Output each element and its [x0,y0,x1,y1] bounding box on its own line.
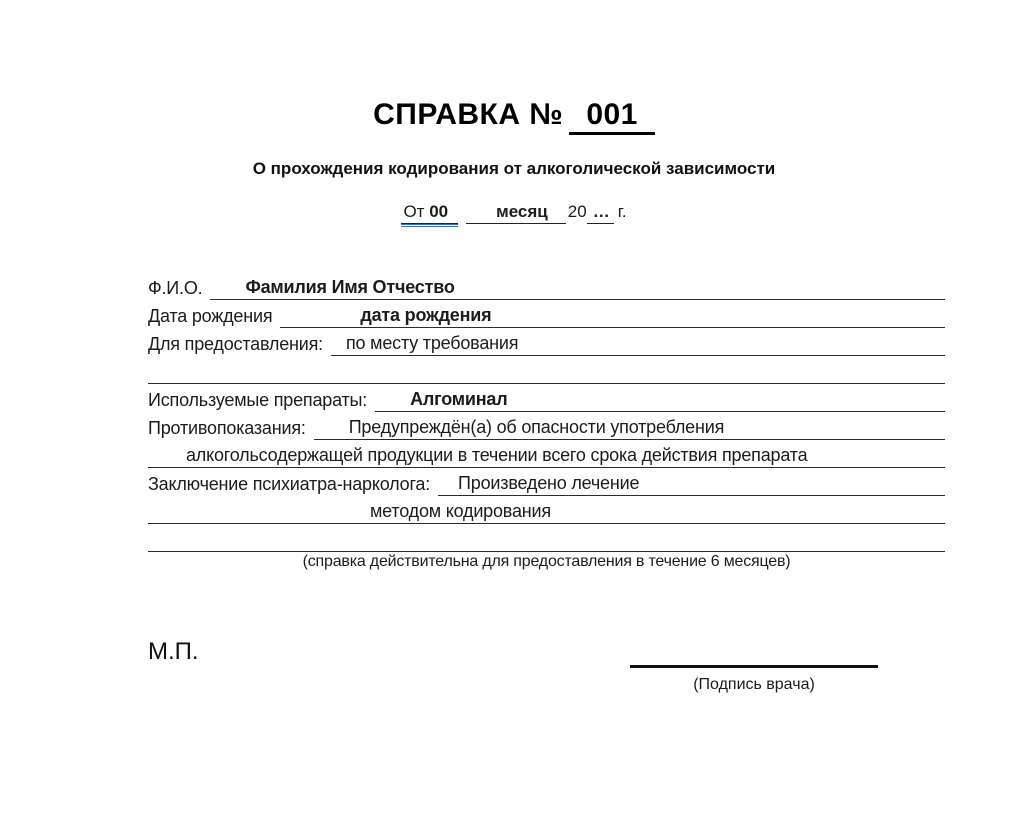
date-from-label: От [403,202,425,221]
field-birthdate [148,300,945,328]
empty-ruled-line-2 [148,524,945,552]
signature-line [630,645,878,668]
date-century: 20 [567,202,587,221]
title-prefix: СПРАВКА № [373,98,564,131]
field-fio-value: Фамилия Имя Отчество [245,277,455,297]
field-purpose-label: Для предоставления: [148,334,323,354]
field-contraindications-line2 [148,440,945,468]
field-birthdate-line [280,305,945,328]
empty-line-1 [148,383,945,384]
document-subtitle: О прохождения кодирования от алкоголической зависимости [252,159,776,178]
date-from-spellcheck [401,202,458,227]
field-contraindications-value: Предупреждён(а) об опасности употребления [348,417,725,437]
date-day-value: 00 [429,202,449,221]
date-year-dots: … [587,202,614,224]
field-drugs-value: Алгоминал [410,389,508,409]
field-drugs-label: Используемые препараты: [148,390,368,410]
form-fields [148,272,945,552]
field-conclusion-value: Произведено лечение [458,473,640,493]
field-purpose [148,328,945,356]
field-contraindications-label: Противопоказания: [148,418,306,438]
field-contraindications-line2-rule [148,445,945,468]
field-purpose-value: по месту требования [346,333,519,353]
field-birthdate-value: дата рождения [360,305,492,325]
validity-note: (справка действительна для предоставления в течение 6 месяцев) [302,553,791,570]
field-conclusion-line2-rule [148,501,945,524]
field-conclusion-line2 [148,496,945,524]
field-contraindications-value2: алкогольсодержащей продукции в течении всего срока действия препарата [186,445,808,465]
field-birthdate-label: Дата рождения [148,306,273,326]
stamp-place-label: М.П. [148,638,199,665]
field-purpose-line [331,333,945,356]
field-fio-label: Ф.И.О. [148,278,203,298]
field-fio [148,272,945,300]
field-contraindications [148,412,945,440]
field-drugs-line [375,389,945,412]
date-suffix: г. [617,202,627,221]
date-month-value: месяц [496,202,548,221]
date-line [0,202,1028,227]
empty-ruled-line-1 [148,356,945,384]
empty-line-2 [148,551,945,552]
document-title [0,98,1028,135]
field-fio-line [210,277,945,300]
field-conclusion-value2: методом кодирования [370,501,551,521]
field-conclusion [148,468,945,496]
certificate-number: 001 [569,98,655,135]
field-conclusion-line [438,473,945,496]
field-contraindications-line [314,417,945,440]
field-conclusion-label: Заключение психиатра-нарколога: [148,474,431,494]
field-drugs [148,384,945,412]
signature-caption: (Подпись врача) [693,676,815,693]
